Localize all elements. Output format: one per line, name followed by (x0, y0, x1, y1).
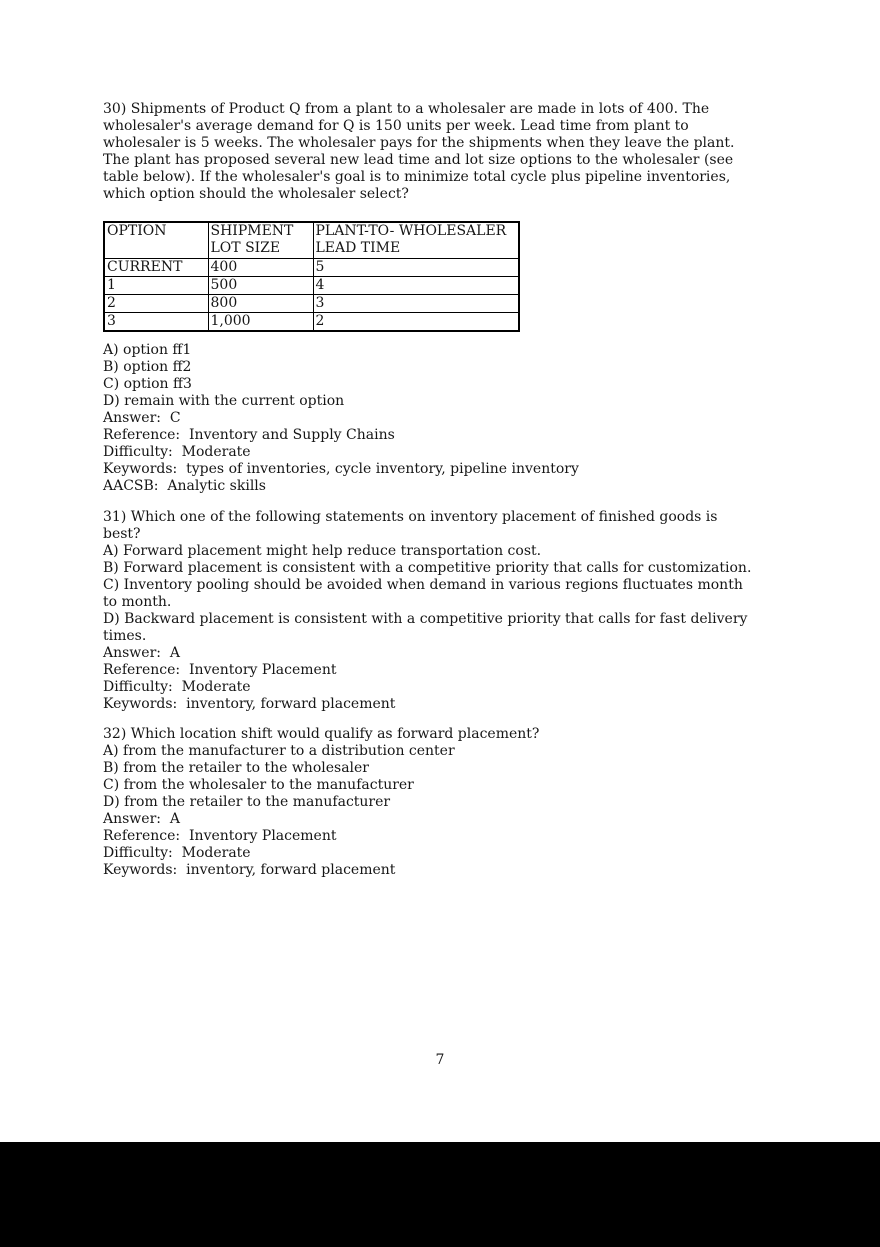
text-line: B) from the retailer to the wholesaler (103, 760, 369, 776)
cell-option: 2 (104, 294, 208, 312)
question-30-table-wrap (103, 221, 843, 332)
text-line: Reference: Inventory Placement (103, 662, 337, 678)
question-31-meta (103, 645, 843, 713)
table-header-row (104, 222, 519, 258)
text-line: Keywords: inventory, forward placement (103, 696, 396, 712)
text-line: 32) Which location shift would qualify as forward placement? (103, 726, 540, 742)
cell-lead-time: 5 (313, 258, 519, 276)
question-32-meta (103, 811, 843, 879)
cell-lot-size: 500 (208, 276, 313, 294)
question-31 (103, 509, 843, 713)
cell-lead-time: 4 (313, 276, 519, 294)
text-line: AACSB: Analytic skills (103, 478, 266, 494)
text-line: 30) Shipments of Product Q from a plant to a wholesaler are made in lots of 400. The (103, 101, 710, 117)
text-line: C) Inventory pooling should be avoided when demand in various regions fluctuates month (103, 577, 743, 593)
cell-option: CURRENT (104, 258, 208, 276)
text-line: which option should the wholesaler select? (103, 186, 409, 202)
question-31-stem (103, 509, 843, 543)
text-line: D) remain with the current option (103, 393, 345, 409)
table-row (104, 276, 519, 294)
cell-option: 3 (104, 312, 208, 331)
table-row (104, 258, 519, 276)
table-header-lot-size: SHIPMENT LOT SIZE (208, 222, 313, 258)
text-line: B) Forward placement is consistent with a competitive priority that calls for customization. (103, 560, 752, 576)
text-line: Answer: A (103, 645, 180, 661)
text-line: Reference: Inventory Placement (103, 828, 337, 844)
question-32 (103, 726, 843, 879)
text-line: wholesaler is 5 weeks. The wholesaler pays for the shipments when they leave the plant. (103, 135, 735, 151)
table-header-lead-time: PLANT-TO- WHOLESALER LEAD TIME (313, 222, 519, 258)
text-line: Keywords: inventory, forward placement (103, 862, 396, 878)
text-line: A) from the manufacturer to a distribution center (103, 743, 455, 759)
text-line: D) Backward placement is consistent with a competitive priority that calls for fast delivery (103, 611, 748, 627)
text-line: Answer: C (103, 410, 181, 426)
text-line: Reference: Inventory and Supply Chains (103, 427, 395, 443)
text-line: The plant has proposed several new lead time and lot size options to the wholesaler (see (103, 152, 734, 168)
text-line: A) Forward placement might help reduce transportation cost. (103, 543, 542, 559)
question-30-choices (103, 342, 843, 410)
question-32-choices (103, 743, 843, 811)
question-30-meta (103, 410, 843, 495)
table-row (104, 294, 519, 312)
text-line: table below). If the wholesaler's goal is to minimize total cycle plus pipeline inventories, (103, 169, 731, 185)
text-line: C) from the wholesaler to the manufacturer (103, 777, 414, 793)
question-30-answers (103, 342, 843, 495)
text-line: C) option ff3 (103, 376, 192, 392)
text-line: A) option ff1 (103, 342, 192, 358)
cell-lot-size: 800 (208, 294, 313, 312)
table-header-option: OPTION (104, 222, 208, 258)
question-32-stem (103, 726, 843, 743)
cell-option: 1 (104, 276, 208, 294)
text-line: Difficulty: Moderate (103, 444, 251, 460)
question-30-table (103, 221, 520, 332)
question-30-stem (103, 101, 843, 203)
cell-lot-size: 1,000 (208, 312, 313, 331)
text-line: times. (103, 628, 147, 644)
text-line: D) from the retailer to the manufacturer (103, 794, 391, 810)
cell-lead-time: 3 (313, 294, 519, 312)
text-line: Answer: A (103, 811, 180, 827)
text-line: to month. (103, 594, 172, 610)
bottom-black-bar (0, 1142, 880, 1247)
text-line: wholesaler's average demand for Q is 150 units per week. Lead time from plant to (103, 118, 689, 134)
text-line: best? (103, 526, 141, 542)
cell-lead-time: 2 (313, 312, 519, 331)
cell-lot-size: 400 (208, 258, 313, 276)
table-row (104, 312, 519, 331)
question-31-choices (103, 543, 843, 645)
text-line: Difficulty: Moderate (103, 679, 251, 695)
text-line: Keywords: types of inventories, cycle inventory, pipeline inventory (103, 461, 579, 477)
text-line: 31) Which one of the following statements on inventory placement of finished goods is (103, 509, 718, 525)
text-line: Difficulty: Moderate (103, 845, 251, 861)
page-number: 7 (435, 1052, 445, 1068)
text-line: B) option ff2 (103, 359, 192, 375)
